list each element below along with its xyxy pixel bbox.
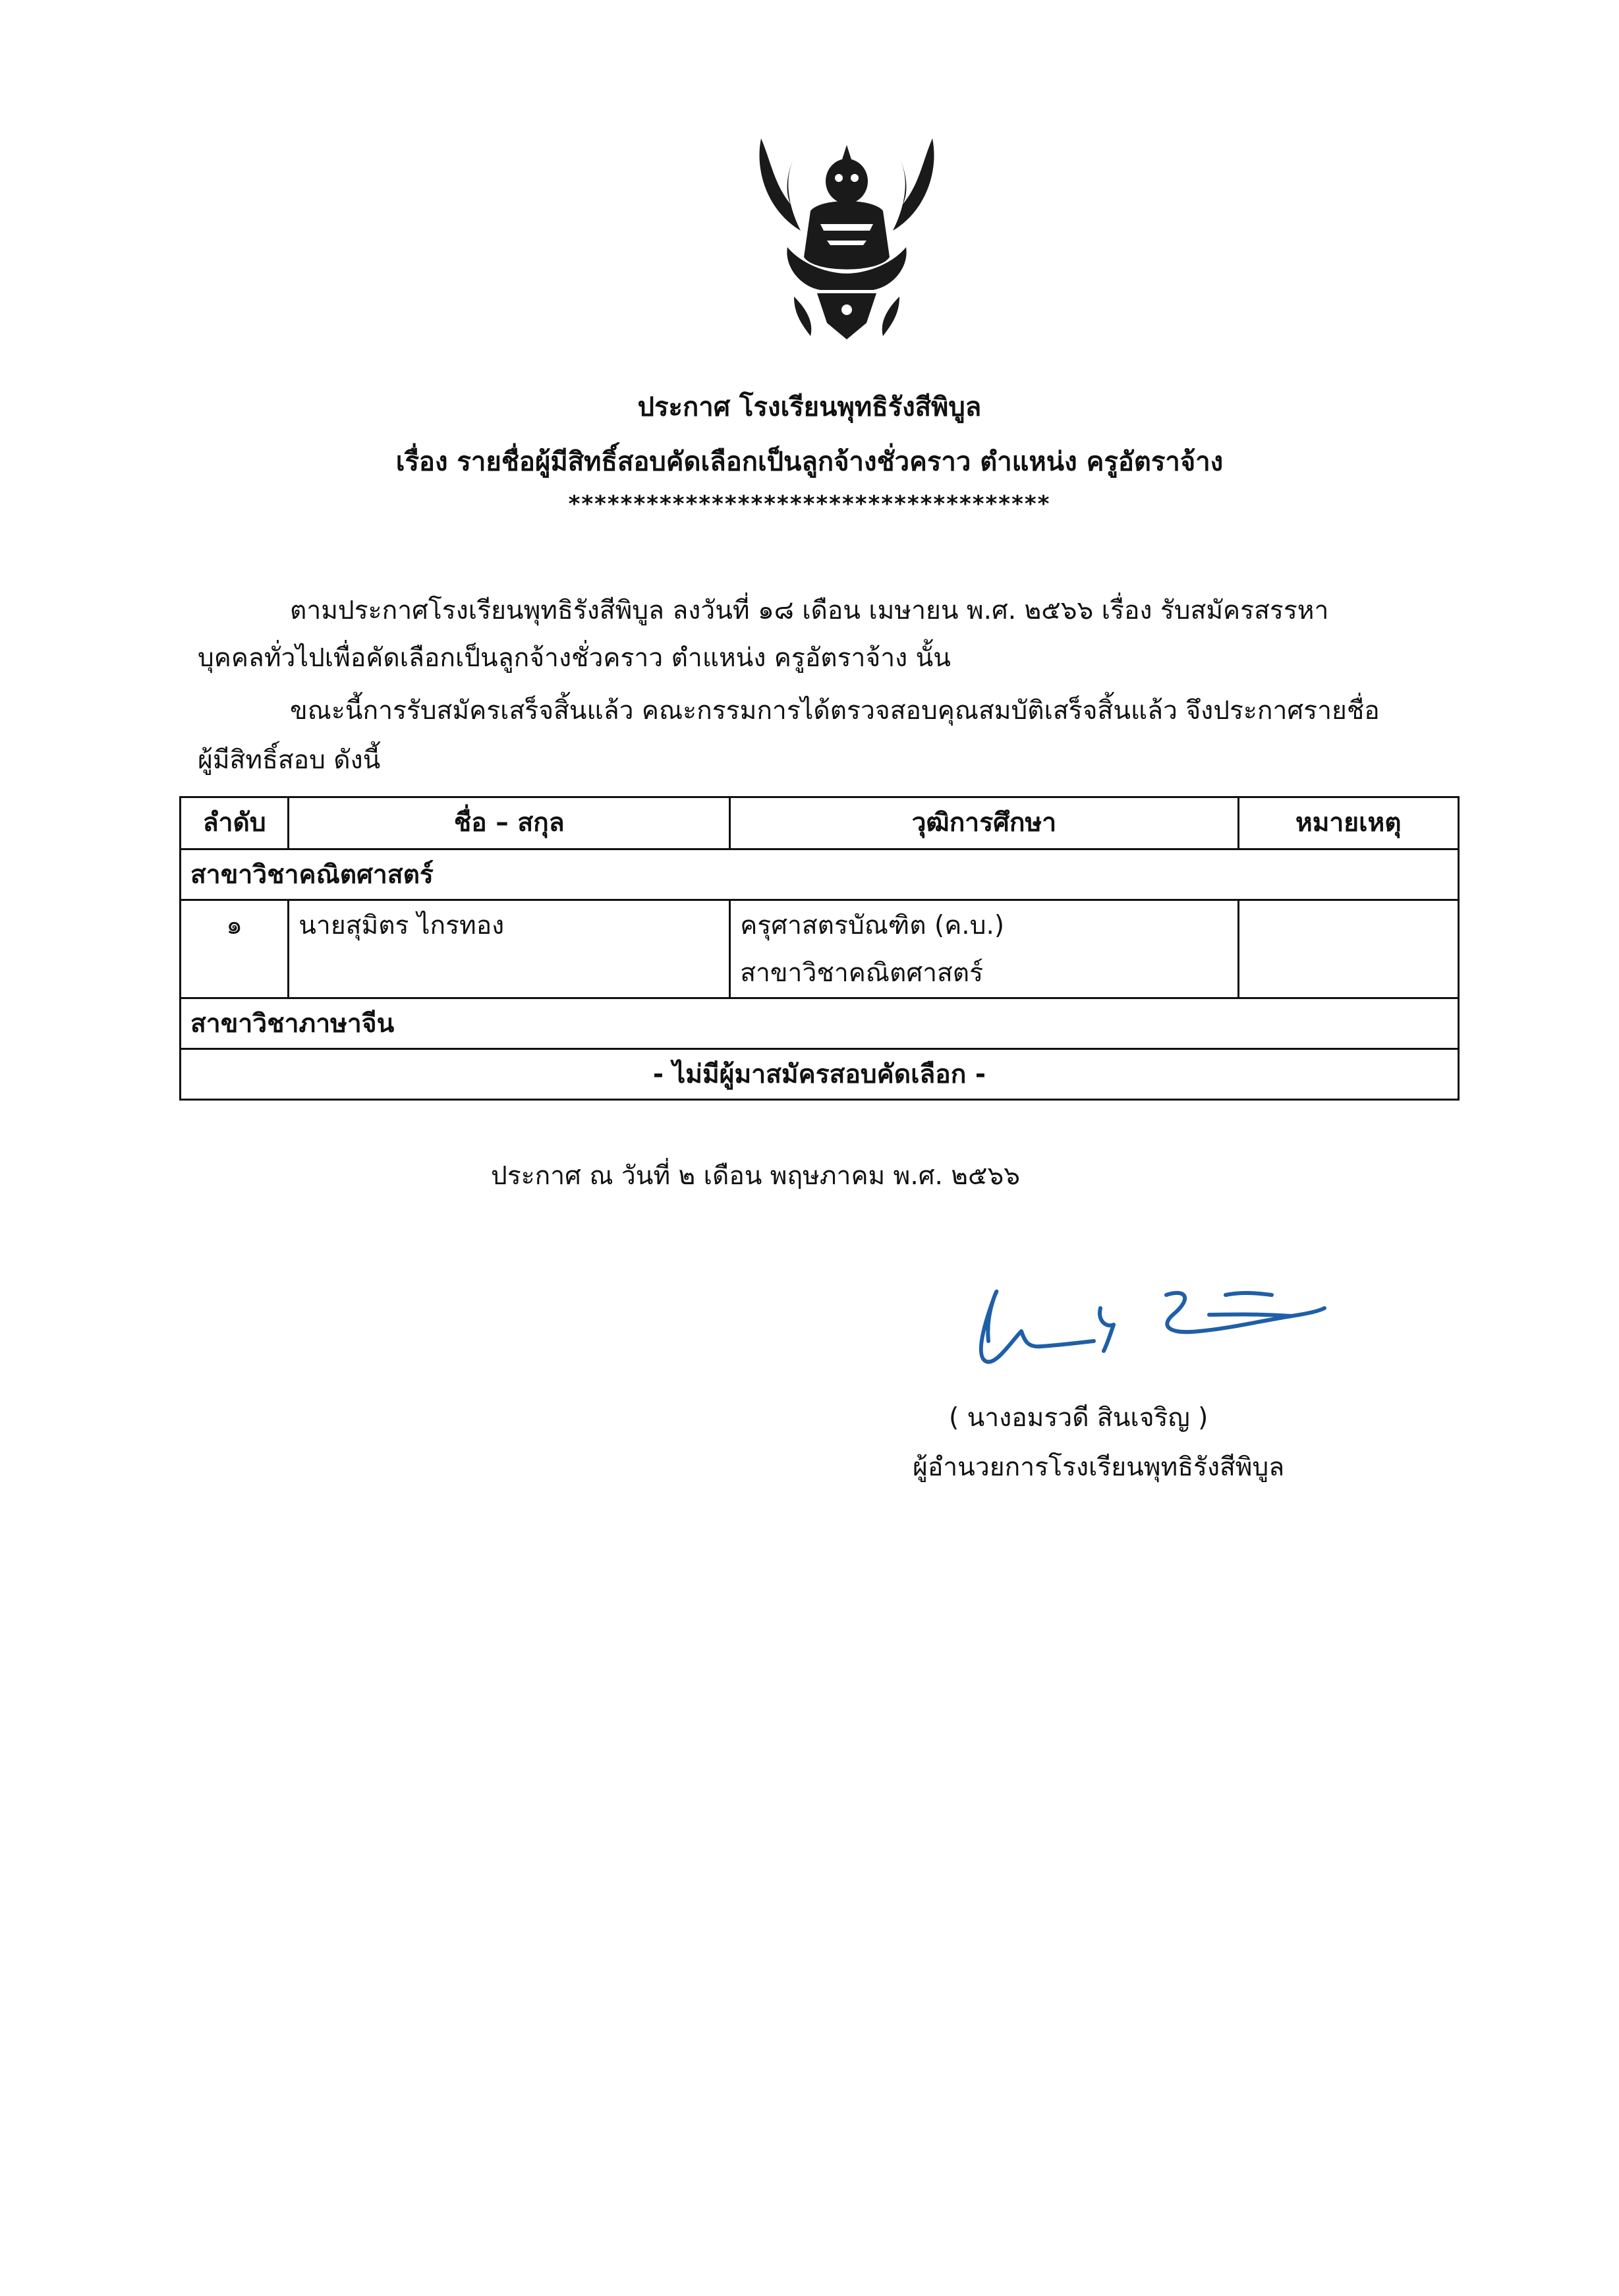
signer-title: ผู้อำนวยการโรงเรียนพุทธิรังสีพิบูล: [913, 1452, 1285, 1482]
announcement-title: ประกาศ โรงเรียนพุทธิรังสีพิบูล: [637, 392, 982, 422]
paragraph-2-line-1: ขณะนี้การรับสมัครเสร็จสิ้นแล้ว คณะกรรมการได้ตรวจสอบคุณสมบัติเสร็จสิ้นแล้ว จึงประกาศรายชื่อ: [290, 696, 1380, 726]
header-order: ลำดับ: [181, 797, 289, 849]
section-row: [181, 998, 1459, 1049]
header-note: หมายเหตุ: [1238, 797, 1458, 849]
header-degree: วุฒิการศึกษา: [730, 797, 1238, 849]
garuda-emblem-icon: [748, 132, 946, 343]
row-degree-line-1: ครุศาสตรบัณฑิต (ค.บ.): [740, 911, 1005, 940]
row-name: นายสุมิตร ไกรทอง: [289, 900, 730, 998]
paragraph-1-line-2: บุคคลทั่วไปเพื่อคัดเลือกเป็นลูกจ้างชั่วคราว ตำแหน่ง ครูอัตราจ้าง นั้น: [198, 643, 951, 673]
header-name: ชื่อ – สกุล: [289, 797, 730, 849]
paragraph-1-line-1: ตามประกาศโรงเรียนพุทธิรังสีพิบูล ลงวันที่ ๑๘ เดือน เมษายน พ.ศ. ๒๕๖๖ เรื่อง รับสมัครสรรหา: [290, 596, 1329, 625]
announcement-date: ประกาศ ณ วันที่ ๒ เดือน พฤษภาคม พ.ศ. ๒๕๖๖: [491, 1161, 1021, 1191]
section-math: สาขาวิชาคณิตศาสตร์: [181, 849, 1459, 900]
paragraph-2-line-2: ผู้มีสิทธิ์สอบ ดังนี้: [198, 745, 381, 775]
announcement-subject: เรื่อง รายชื่อผู้มีสิทธิ์สอบคัดเลือกเป็นลูกจ้างชั่วคราว ตำแหน่ง ครูอัตราจ้าง: [395, 447, 1224, 477]
row-degree: [730, 900, 1238, 998]
section-row: [181, 849, 1459, 900]
signer-name: ( นางอมรวดี สินเจริญ ): [949, 1403, 1208, 1433]
row-degree-line-2: สาขาวิชาคณิตศาสตร์: [740, 958, 984, 988]
no-applicants-note: - ไม่มีผู้มาสมัครสอบคัดเลือก -: [181, 1049, 1459, 1100]
row-order: ๑: [181, 900, 289, 998]
title-separator: *************************************: [568, 491, 1051, 517]
row-note: [1238, 900, 1458, 998]
signature-icon: [949, 1269, 1344, 1381]
section-chinese: สาขาวิชาภาษาจีน: [181, 998, 1459, 1049]
table-header-row: [181, 797, 1459, 849]
candidate-table: [179, 796, 1460, 1101]
table-row: [181, 1049, 1459, 1100]
table-row: [181, 900, 1459, 998]
